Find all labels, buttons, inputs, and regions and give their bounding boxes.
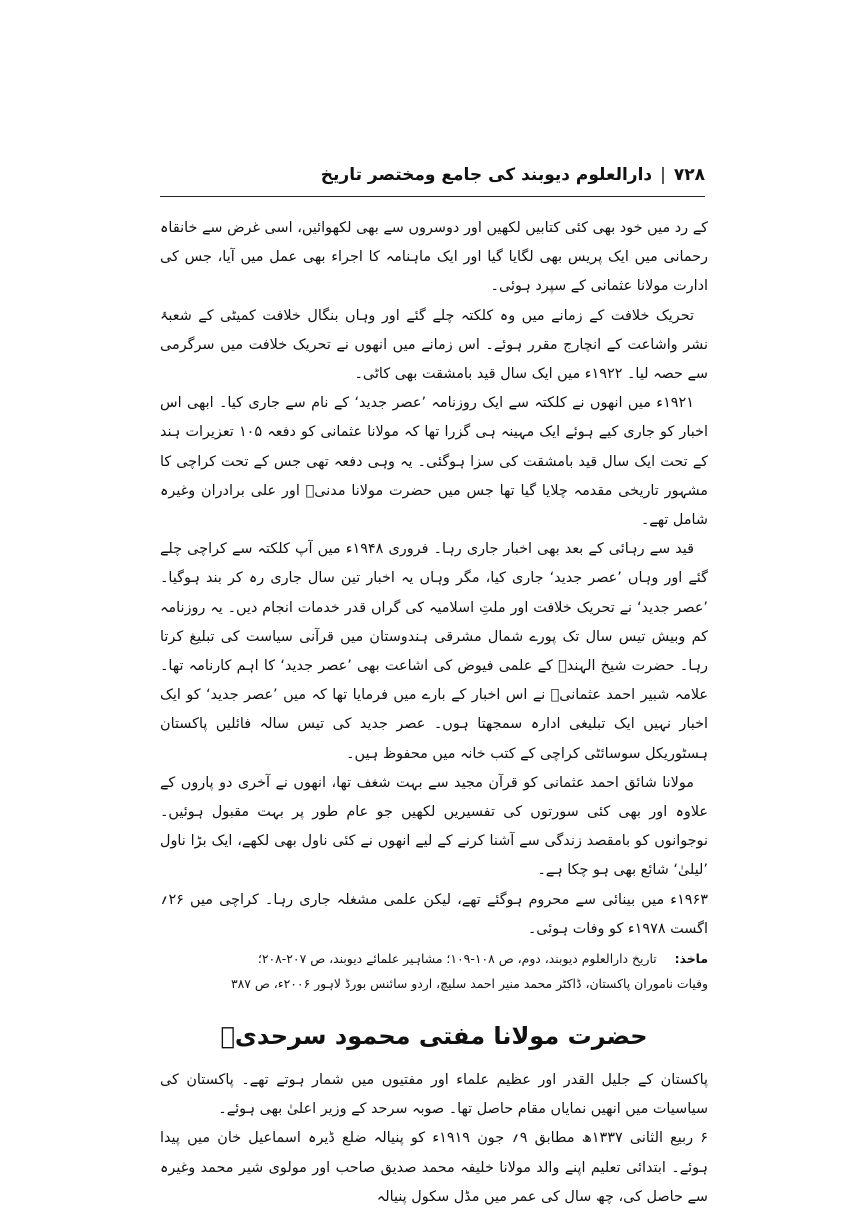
paragraph: ۶ ربیع الثانی ۱۳۳۷ھ مطابق ۹؍ جون ۱۹۱۹ء کو پنیالہ ضلع ڈیرہ اسماعیل خان میں پیدا ہوئے۔ ابتدائی تعلیم اپنے والد مولانا خلیفہ محمد صدیق صاحب اور مولوی شیر محمد وغیرہ سے حاصل کی، چھ سال کی عمر میں مڈل سکول پنیالہ <box>160 1130 709 1205</box>
source-line-2: وفیات ناموران پاکستان، ڈاکٹر محمد منیر احمد سلیچ، اردو سائنس بورڈ لاہور ۲۰۰۶ء، ص ۳۸۷ <box>230 976 708 992</box>
paragraph: قید سے رہائی کے بعد بھی اخبار جاری رہا۔ فروری ۱۹۴۸ء میں آپ کلکتہ سے کراچی چلے گئے اور وہاں ’عصر جدید‘ جاری کیا، مگر وہاں یہ اخبار تین سال جاری رہ کر بند ہوگیا۔ ’عصر جدید‘ نے تحریک خلافت اور ملتِ اسلامیہ کی گراں قدر خدمات انجام دیں۔ یہ روزنامہ کم وبیش تیس سال تک پورے شمال مشرقی ہندوستان میں قرآنی سیاست کی تبلیغ کرتا رہا۔ حضرت شیخ الہندؒ کے علمی فیوض کی اشاعت بھی ’عصر جدید‘ کا اہم کارنامہ تھا۔ علامہ شبیر احمد عثمانیؒ نے اس اخبار کے بارے میں فرمایا تھا کہ میں ’عصر جدید‘ کو ایک اخبار نہیں ایک تبلیغی ادارہ سمجھتا ہوں۔ عصر جدید کی تیس سالہ فائلیں پاکستان ہسٹوریکل سوسائٹی کراچی کے کتب خانہ میں محفوظ ہیں۔ <box>160 541 708 762</box>
section-heading: حضرت مولانا مفتی محمود سرحدیؒ <box>220 1022 648 1051</box>
running-header <box>160 160 705 190</box>
header-rule <box>160 196 705 197</box>
paragraph: تحریک خلافت کے زمانے میں وہ کلکتہ چلے گئے اور وہاں بنگال خلافت کمیٹی کے شعبۂ نشر واشاعت کے انچارج مقرر ہوئے۔ اس زمانے میں انھوں نے تحریک خلافت میں سرگرمی سے حصہ لیا۔ ۱۹۲۲ء میں ایک سال قید بامشقت بھی کاٹی۔ <box>160 307 708 383</box>
source-note <box>160 946 708 996</box>
paragraph: ۱۹۲۱ء میں انھوں نے کلکتہ سے ایک روزنامہ ’عصر جدید‘ کے نام سے جاری کیا۔ ابھی اس اخبار کو جاری کیے ہوئے ایک مہینہ ہی گزرا تھا کہ مولانا عثمانی کو دفعہ ۱۰۵ تعزیرات ہند کے تحت ایک سال قید بامشقت کی سزا ہوگئی۔ یہ وہی دفعہ تھی جس کے تحت کراچی کا مشہور تاریخی مقدمہ چلایا گیا تھا جس میں حضرت مولانا مدنیؒ اور علی برادران وغیرہ شامل تھے۔ <box>160 395 709 529</box>
paragraph: پاکستان کے جلیل القدر اور عظیم علماء اور مفتیوں میں شمار ہوتے تھے۔ پاکستان کی سیاسیات میں انھیں نمایاں مقام حاصل تھا۔ صوبہ سرحد کے وزیر اعلیٰ بھی ہوئے۔ <box>160 1072 708 1118</box>
paragraph: کے رد میں خود بھی کئی کتابیں لکھیں اور دوسروں سے بھی لکھوائیں، اسی غرض سے خانقاہ رحمانی میں ایک پریس بھی لگایا گیا اور ایک ماہنامہ کا اجراء بھی عمل میں آیا، جس کی ادارت مولانا عثمانی کے سپرد ہوئی۔ <box>160 220 708 295</box>
source-line-1: تاریخ دارالعلوم دیوبند، دوم، ص ۱۰۸-۱۰۹؛ مشاہیر علمائے دیوبند، ص ۲۰۷-۲۰۸؛ <box>257 951 657 967</box>
paragraph: مولانا شائق احمد عثمانی کو قرآن مجید سے بہت شغف تھا، انھوں نے آخری دو پاروں کے علاوہ اور بھی کئی سورتوں کی تفسیریں لکھیں جو عام طور پر بہت مقبول ہوئیں۔ نوجوانوں کو بامقصد زندگی سے آشنا کرنے کے لیے انھوں نے کئی ناول بھی لکھے، ایک بڑا ناول ’لیلیٰ‘ شائع بھی ہو چکا ہے۔ <box>160 774 708 879</box>
page-number: ۷۲۸ <box>673 165 705 185</box>
header-separator: | <box>660 165 666 185</box>
page-body <box>160 214 708 1212</box>
book-title: دارالعلوم دیوبند کی جامع ومختصر تاریخ <box>320 165 653 185</box>
paragraph: ۱۹۶۳ء میں بینائی سے محروم ہوگئے تھے، لیکن علمی مشغلہ جاری رہا۔ کراچی میں ۲۶؍ اگست ۱۹۷۸ء کو وفات ہوئی۔ <box>160 891 708 937</box>
source-label: ماخذ: <box>674 951 708 967</box>
